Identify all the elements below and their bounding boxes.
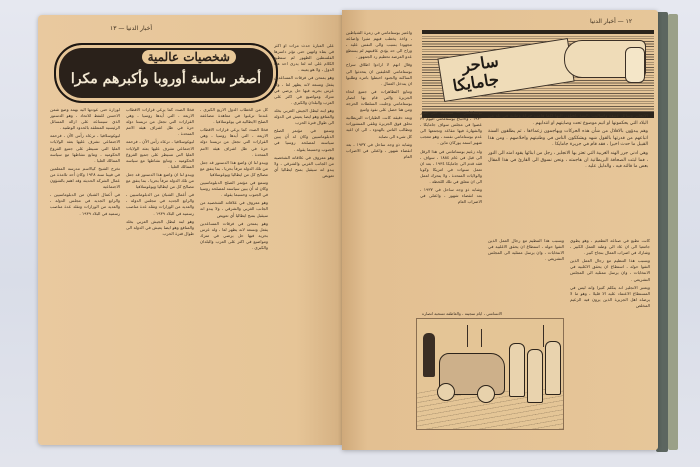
- paragraph: وهم يبدؤون بالاقلال من شأن هذه الحركات ويهاجمون زعماءها ، ثم يطلقون السنة اتباعهم من قدرتها بالقول شهد ويشككون الناس في وطنيتهم واخلاصهم . ومن هذا القبيل ما حدث اخيرا ، فقد قام في جزيرة جامايكا .: [488, 129, 648, 148]
- book-spine-edge: [668, 14, 678, 450]
- palm-tree-icon: [481, 329, 482, 347]
- title-card: [437, 38, 574, 102]
- article-column: [274, 43, 334, 439]
- cartoon-illustration: [416, 318, 564, 430]
- paragraph: تخرج الشيخ كيالاسم مدرسة المعلمين في فيينا سنة ١٩٢٨ وكان أحد تلامذة من عمال الشركة الحديثة وقد اهتم بالشؤون الاجتماعية: [50, 165, 120, 190]
- paragraph: وهو يمتحن في فرقات المساعدين يفعل وتسعة لانه يظهر لعا ، وله عرس بحرية فيها حل يرضي في مترك ومواضيع في اكثر على العرب والبلدان والكبرى .: [200, 220, 268, 250]
- banner-kicker: شخصيات عالمية: [142, 50, 236, 64]
- paragraph: وسمع في مؤتمر الصلح الدبلوماسيين وكان له أن يبين سياسته لمصلحة روسيا في الجنوب وحسبما يقوله .: [200, 180, 268, 198]
- paragraph: ويبدو لنا ان واضع هذا الدستور قد جعل من تلك الدولة مرفأ بحريا ، بما يتفق مع مصالح كل من ايطاليا ويوغوسلافيا: [126, 171, 194, 190]
- figure-icon: [527, 349, 543, 403]
- figure-icon: [545, 341, 561, 395]
- paragraph: وبسبب هذا التنظيم مع رجال العمل الذين التفوا حوله ، استطاع ان يحقق الاغلبية في الانتخابات ، وان يرسل ممثليه الى المجلس التشريعي .: [488, 238, 564, 262]
- palm-tree-icon: [543, 325, 544, 347]
- figure-icon: [509, 343, 525, 397]
- wheel-icon: [437, 383, 455, 401]
- paragraph: وتتابع التظاهرات في جميع انحاء الجزيرة والتي قام بها انصار بوستامانتي وجلبت السلطات الحرجة ومن هنا حصل على نفوذ واسع: [346, 88, 412, 113]
- paragraph: بوستامانتي — سيسعه حتى تموز ١٩٣٠ ، والاتباع بوستامانتي اليوم ٣٢ عضوا في مجلس سواف جامايكا ، والشهارة فيها مقاعد وتجمعها الى عدم بوستامانتي نفسه ، وهو معجب شهير اسمه يوركان ماين .: [420, 110, 482, 146]
- paragraph: وقال انهم لا ارادوا اطلاق سراح بوستامانتي الخليفين ان يتحدثوا الى الساكنة والجنود احبطوا بامره وطلبوا ان يتدخل العمال .: [346, 62, 412, 86]
- paragraph: وهو يمتحن في فرقات المساعدين يفعل وتسعة لانه يظهر لعا ، وله عرس بحرية فيها حل يرضي في مترك ومواضيع في اكثر على العرب والبلدان والكبرى .: [274, 75, 334, 105]
- paragraph: فخلا الصدد كما يرغي قرارات الاقطاب الاربعة ، التي أيدها روسيا ، وهي القرارات التي تجعل من تريستا دولة حرة في ظل اشراف هيئة الامم المتحدة .: [126, 107, 194, 137]
- paragraph: الانجليز وسائل عنيفة واساليب بالسة يلجؤون اليها كلما قامت حركة وطنية في بلد من البلاد التي يحكمونها او اتيم موضوع تحت وصايتهم او انتدابهم .: [488, 114, 648, 126]
- hand-icon: [564, 40, 646, 78]
- wheel-icon: [477, 385, 495, 403]
- headline-banner: [54, 43, 278, 103]
- article-column: [200, 107, 268, 439]
- article-column: [570, 238, 650, 444]
- article-column: [346, 30, 412, 442]
- paragraph: في أعمال الشبان من الدبلوماسيين ، والرابع الجديد في مجلس الدولة ، والعديد من الوزارات وتقلد عدة مناصب رسمية في البلاد ١٩٣٩ .: [126, 192, 194, 216]
- man-figure-icon: [423, 333, 435, 377]
- paragraph: وبعد دقيقة كانت الطيارات البريطانية تحلق فوق الجزيرة وتلقي المنشورات وتطالب الناس بالهدوء ، الى ان اعيد كل شيء الى نصابه: [346, 115, 412, 139]
- paragraph: ولد زعيم بوستامانتي في هذا الرقل الى قبل في عام ١٨٨٤ ، سواف ، فقد قدم الى جامايكا ١٩٣٤ ، بعد ان تعمل سنوات في امريكا وكوبا والولايات المتحدة ، ولا يتحرك لعمل الى ان تتعلق في تلك اللحظة .: [420, 148, 482, 185]
- banner-headline: أصغر ساسة أوروبا وأكبرهم مكرا: [70, 71, 262, 87]
- paragraph: كانت تطبع في صناعة التطعيم ، وهو يطوي جامعيا الى ان عاد الى وطنه العمل الكبير ، وشارك في اضراب العمال بنجاح كبير .: [570, 238, 650, 256]
- article-column: [420, 110, 482, 310]
- right-running-head: ١٢ — أخبار الدنيا: [590, 18, 633, 25]
- illustration-title-line1: ساحر: [460, 51, 500, 76]
- shirt-cuff-icon: [625, 47, 645, 83]
- paragraph: وسمع في مؤتمر الصلح الدبلوماسيين وكان له أن يبين سياسته لمصلحة روسيا في الجنوب وحسبما يقوله .: [274, 128, 334, 152]
- left-page: [38, 15, 342, 445]
- article-column: [488, 238, 564, 310]
- paragraph: وهي ادنى جزر الهند الغربية التي تعتز بها الانجليز ، رجل من ابنائها يقود امته الى النور ، فما لبثت الصحافة البريطانية ان هاجمته ، ونحن نسوق الى القارئ في هذا المقال بعض ما قالته فيه ، والدليل عليه .: [488, 150, 648, 170]
- paragraph: وهو ابنه لبطل الجيش العربي بخلد والمنافع وهو ايضا يعيش في الدولة الى طوال فترة الحرب: [274, 107, 334, 126]
- paragraph: وهو معروف في علاقاته الشخصية من الجانب الغربي والشرقي ، ولا يبدو انه سيقبل بمنح ايطاليا أي تعويض: [274, 154, 334, 178]
- paragraph: ويبدو لنا ان واضع هذا الدستور قد جعل من تلك الدولة مرفأ بحريا ، بما يتفق مع مصالح كل من ايطاليا ويوغوسلافيا: [200, 159, 268, 177]
- illustration-title-line2: جامايكا: [451, 69, 501, 96]
- paragraph: وهو ابنه لبطل الجيش العربي بخلد والمنافع وهو ايضا يعيش في الدولة الى طوال فترة الحرب: [126, 218, 194, 236]
- paragraph: وبسبب هذا التنظيم مع رجال العمل الذين التفوا حوله ، استطاع ان يحقق الاغلبية في الانتخابات ، وان يرسل ممثليه الى المجلس التشريعي .: [570, 258, 650, 282]
- paragraph: وشابه ذو وجه ساحل في ١٩٣٧ ، بعد انقضاء شهور ، واعتلى في الاضراب العام: [420, 187, 482, 205]
- header-illustration: [422, 30, 654, 118]
- paragraph: وهو معروف في علاقاته الشخصية من الجانب الغربي والشرقي ، ولا يبدو انه سيقبل بمنح ايطاليا أي تعويض: [200, 200, 268, 218]
- right-page: [342, 10, 658, 450]
- paragraph: في أعمال الشبان من الدبلوماسيين ، والرابع الجديد في مجلس الدولة ، والعديد من الوزارات وتقلد عدة مناصب رسمية في البلاد ١٩٣٩ .: [50, 192, 120, 216]
- article-column: [126, 107, 194, 439]
- article-intro: [488, 114, 648, 232]
- cartoon-caption: الانسامتي ، ايام سجينه ، والعاطفة تسحبه انصاره: [422, 311, 503, 316]
- paragraph: كل من الخطاب الدول الاربع الكبرى ، عندما ترغبوا في معاهدة مضاعفة الصلح الايطالية في يوغوسلافيا .: [200, 107, 268, 125]
- paragraph: على العبارة حدث مرات او اكثر في بطء واتهين حتى تؤثر داسرها الفلسطين الظهور لم ستطيع الكلام على انه لعا يدرى احد هذا الدول ، ولا هو يعينه .: [274, 43, 334, 73]
- paragraph: ليوغوسلافيا ، ترعاه رأس الآن ، فرحمة الاجتماعي تشرف عليها بعثة الولايات العليا التي تسيطر على جميع الفروع الحكومية ، وتتابع نشاطها مع سياسة الممالك العليا .: [50, 133, 120, 163]
- palm-tree-icon: [467, 325, 468, 347]
- paragraph: ليوغوسلافيا ، ترعاه رأس الآن ، فرحمة الاجتماعي تشرف عليها بعثة الولايات العليا التي تسيطر على جميع الفروع الحكومية ، وتتابع نشاطها مع سياسة الممالك العليا .: [126, 139, 194, 169]
- article-column: [50, 107, 120, 439]
- left-running-head: أخبار الدنيا — ١٣: [110, 25, 153, 32]
- paragraph: ويعتبر الانجليز انه يتكلم كثيرا وانه ليس في المستطاع الاعتماد عليه الا قليلا ، وهو ما لا يرضاه اهل الجزيرة الذين يرون فيه الزعيم المخلص: [570, 284, 650, 308]
- paragraph: فخلا الصدد كما يرغي قرارات الاقطاب الاربعة ، التي أيدها روسيا ، وهي القرارات التي تجعل من تريستا دولة حرة في ظل اشراف هيئة الامم المتحدة .: [200, 127, 268, 157]
- paragraph: واعتبر بوستامانتي في زمرة الشياطين ، واخذ يخطب فيهم مثيرا واضاعة مجهودا بسبب والى النفس عليه ، وراح الى حد يؤدي عاقبتهم لم يستطع عدو العرضة تحطيم رد الجمهور .: [346, 30, 412, 60]
- paragraph: لوزارة حتى عودتها اليه بهمة وضع شمن الاحسن للنفط للاتحاد ، وهو الدستور الذي سيساعد على ازالة المسائل الرئيسية المتعلقة بالحدود الوطنية .: [50, 107, 120, 131]
- paragraph: وشابه ذو وجه ساحل في ١٩٣٧ ، بعد انقضاء شهور ، واعتلى في الاضراب العام: [346, 141, 412, 159]
